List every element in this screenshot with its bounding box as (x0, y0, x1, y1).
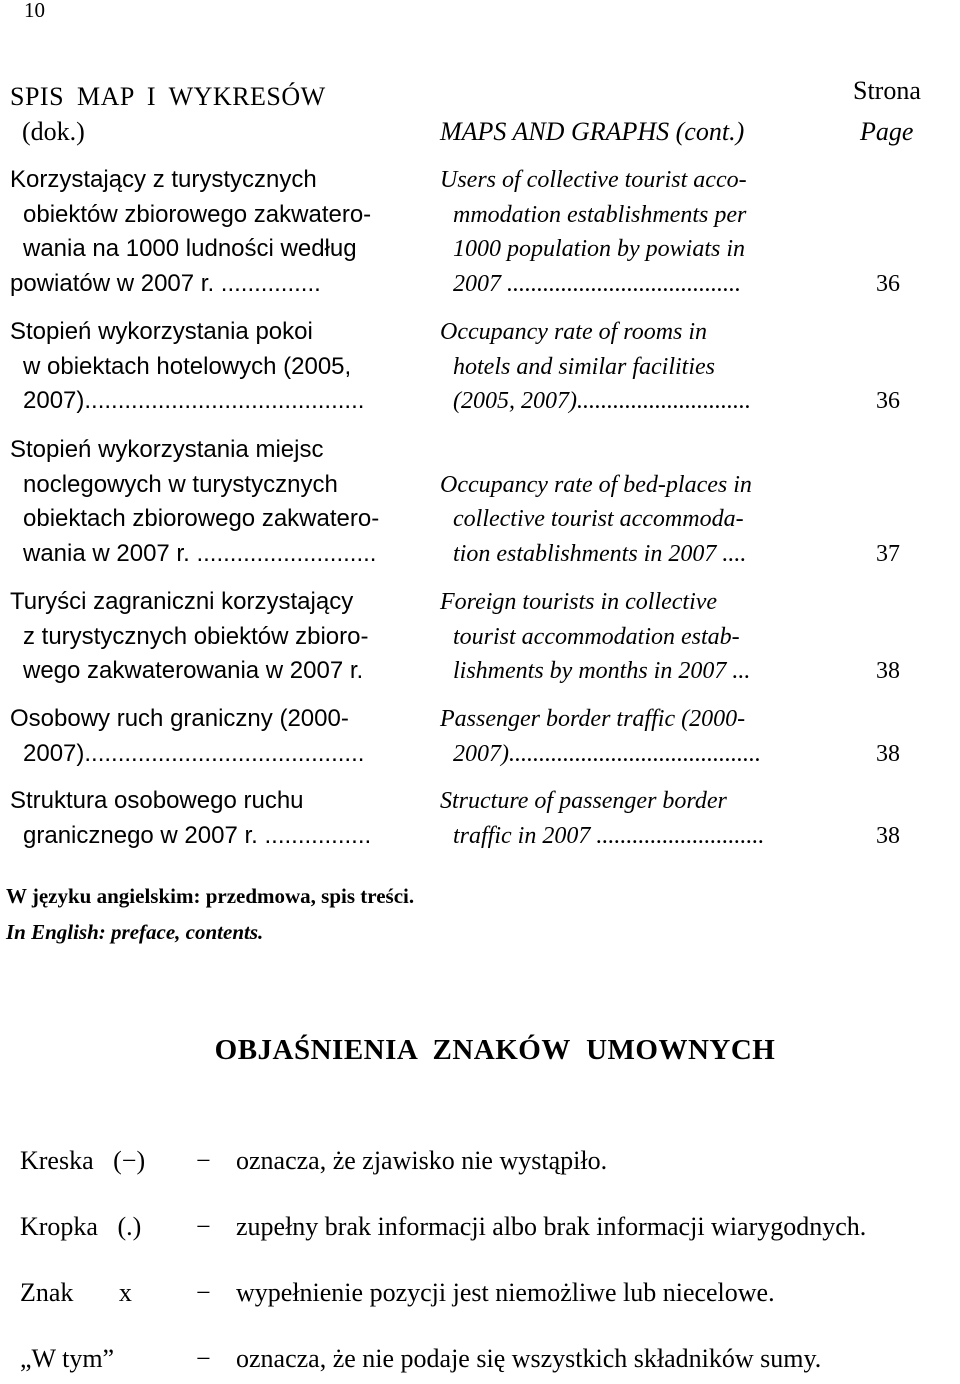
page-column-heading-en: Page (860, 117, 914, 146)
entry-title-en (440, 468, 840, 572)
entry-title-en (440, 163, 840, 301)
entry-line-pl: obiektach zbiorowego zakwatero- (23, 505, 380, 533)
entry-line-pl: 2007).......................................... (23, 739, 365, 767)
entry-line-en: tion establishments in 2007 .... (453, 540, 747, 567)
entry-page-number: 38 (876, 740, 900, 767)
entry-line-en: Foreign tourists in collective (440, 589, 718, 615)
language-note-en: In English: preface, contents. (6, 920, 264, 944)
legend-description: wypełnienie pozycji jest niemożliwe lub niecelowe. (236, 1278, 775, 1307)
legend-row (0, 1212, 960, 1252)
entry-title-pl (10, 784, 430, 853)
entry-line-pl: wania na 1000 ludności według (23, 235, 357, 263)
entry-title-pl (10, 585, 430, 689)
entry-line-pl: Osobowy ruch graniczny (2000- (10, 705, 349, 732)
entry-line-pl: Stopień wykorzystania miejsc (10, 436, 324, 463)
contents-subtitle-pl: (dok.) (22, 117, 85, 146)
legend-row (0, 1278, 960, 1318)
entry-page-number: 36 (876, 270, 900, 297)
entry-line-pl: wego zakwaterowania w 2007 r. (23, 657, 364, 685)
legend-description: oznacza, że nie podaje się wszystkich składników sumy. (236, 1344, 822, 1373)
entry-line-en: hotels and similar facilities (453, 353, 715, 380)
page-number: 10 (24, 0, 45, 22)
entry-line-pl: granicznego w 2007 r. ................ (23, 821, 372, 849)
entry-line-pl: Turyści zagraniczni korzystający (10, 588, 354, 615)
entry-page-number: 38 (876, 658, 900, 685)
legend-dash: − (196, 1344, 211, 1373)
entry-line-pl: Stopień wykorzystania pokoi (10, 318, 313, 345)
entry-line-en: Passenger border traffic (2000- (440, 706, 746, 732)
entry-line-en: collective tourist accommoda- (453, 506, 744, 533)
legend-description: zupełny brak informacji albo brak informacji wiarygodnych. (236, 1212, 867, 1241)
legend-dash: − (196, 1212, 211, 1241)
entry-line-en: 1000 population by powiats in (453, 236, 746, 263)
legend-dash: − (196, 1146, 211, 1175)
entry-line-en: mmodation establishments per (453, 201, 747, 228)
language-note-pl: W języku angielskim: przedmowa, spis treści. (6, 884, 415, 908)
entry-line-en: Occupancy rate of bed-places in (440, 471, 752, 498)
entry-line-pl: Struktura osobowego ruchu (10, 787, 304, 814)
entry-page-number: 37 (876, 540, 900, 567)
legend-row (0, 1344, 960, 1384)
entry-title-en (440, 585, 840, 689)
entry-title-pl (10, 433, 430, 571)
entry-title-en (440, 315, 840, 419)
entry-line-pl: Korzystający z turystycznych (10, 166, 317, 193)
symbols-legend-title: OBJAŚNIENIA ZNAKÓW UMOWNYCH (214, 1034, 776, 1066)
entry-line-pl: z turystycznych obiektów zbioro- (23, 622, 369, 650)
entry-line-en: tourist accommodation estab- (453, 623, 740, 650)
page-column-heading-pl: Strona (853, 76, 921, 105)
legend-dash: − (196, 1278, 211, 1307)
entry-line-en: Users of collective tourist acco- (440, 167, 747, 193)
entry-line-en: traffic in 2007 ............................ (453, 822, 765, 849)
entry-title-pl (10, 163, 430, 301)
entry-line-en: lishments by months in 2007 ... (453, 658, 751, 685)
entry-title-en (440, 784, 840, 853)
entry-page-number: 38 (876, 822, 900, 849)
contents-title-en: MAPS AND GRAPHS (cont.) (440, 117, 745, 146)
entry-line-pl: 2007).......................................... (23, 387, 365, 415)
legend-description: oznacza, że zjawisko nie wystąpiło. (236, 1146, 608, 1175)
legend-row (0, 1146, 960, 1186)
entry-title-en (440, 702, 840, 771)
entry-line-pl: noclegowych w turystycznych (23, 470, 338, 498)
entry-line-en: (2005, 2007)............................. (453, 388, 751, 415)
entry-line-en: 2007 ....................................... (453, 270, 741, 297)
entry-line-en: 2007).......................................... (453, 740, 761, 767)
legend-symbol: Kropka (.) (20, 1212, 142, 1241)
entry-title-pl (10, 702, 430, 771)
entry-line-en: Structure of passenger border (440, 788, 727, 814)
entry-line-pl: w obiektach hotelowych (2005, (23, 352, 352, 380)
legend-symbol: Kreska (−) (20, 1146, 146, 1175)
entry-page-number: 36 (876, 388, 900, 415)
entry-line-pl: obiektów zbiorowego zakwatero- (23, 200, 372, 228)
legend-symbol: „W tym” (20, 1344, 115, 1373)
entry-line-pl: wania w 2007 r. ........................... (23, 539, 377, 567)
contents-title-pl: SPIS MAP I WYKRESÓW (10, 82, 326, 111)
entry-title-pl (10, 315, 430, 419)
entry-line-en: Occupancy rate of rooms in (440, 319, 708, 345)
entry-line-pl: powiatów w 2007 r. ............... (10, 269, 321, 297)
legend-symbol: Znak x (20, 1278, 132, 1307)
